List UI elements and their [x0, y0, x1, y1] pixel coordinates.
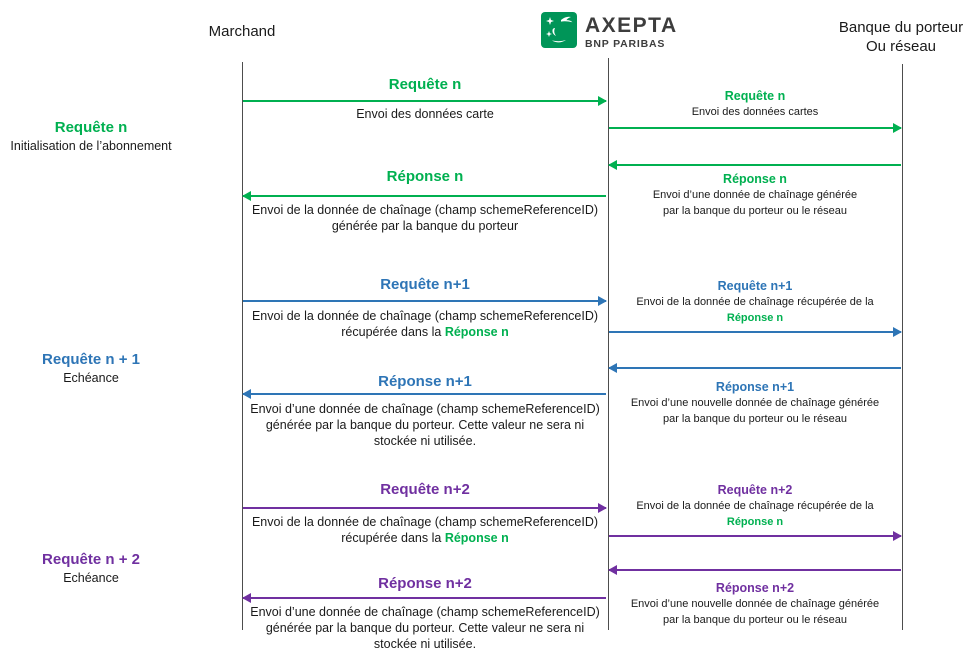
gateway-brand-subname: BNP PARIBAS	[585, 38, 666, 51]
message-desc: Envoi de la donnée de chaînage récupérée de la Réponse n	[610, 499, 900, 530]
arrowhead-left-icon	[608, 160, 617, 170]
message-title: Requête n+1	[717, 279, 793, 293]
message-title: Réponse n	[386, 168, 464, 185]
phase-initialisation	[2, 119, 180, 153]
message-title: Réponse n+1	[715, 380, 795, 394]
message-desc: Envoi d’une nouvelle donnée de chaînage générée par la banque du porteur ou le réseau	[630, 598, 880, 626]
reponse-n-reference: Réponse n	[444, 325, 509, 339]
message-desc: Envoi de la donnée de chaînage (champ schemeReferenceID) récupérée dans la Réponse n	[251, 515, 599, 545]
message-desc: Envoi de la donnée de chaînage (champ schemeReferenceID) récupérée dans la Réponse n	[251, 309, 599, 339]
message-title: Réponse n+2	[715, 581, 795, 595]
phase-subtitle: Echéance	[63, 571, 119, 585]
arrow-request-n1-gateway-to-bank	[609, 327, 901, 337]
reponse-n-reference: Réponse n	[726, 311, 784, 324]
arrow-request-n-gateway-to-bank	[609, 123, 901, 133]
message-title: Réponse n+2	[378, 575, 472, 592]
actor-gateway	[541, 12, 678, 53]
actor-bank	[812, 18, 978, 56]
actor-merchant: Marchand	[208, 23, 276, 40]
arrowhead-left-icon	[242, 593, 251, 603]
phase-subtitle: Initialisation de l’abonnement	[10, 139, 172, 153]
arrowhead-right-icon	[598, 96, 607, 106]
phase-title: Requête n	[54, 119, 128, 136]
message-title: Requête n+1	[380, 276, 470, 293]
arrowhead-left-icon	[242, 191, 251, 201]
message-title: Requête n+2	[380, 481, 470, 498]
arrowhead-right-icon	[598, 296, 607, 306]
message-desc: Envoi d’une donnée de chaînage (champ schemeReferenceID) générée par la banque du porteur. Cette valeur ne sera ni stockée ni utilisée.	[250, 605, 600, 651]
message-title: Requête n	[388, 76, 462, 93]
arrowhead-left-icon	[608, 363, 617, 373]
message-desc: Envoi d’une donnée de chaînage générée par la banque du porteur ou le réseau	[652, 189, 858, 217]
arrow-request-n1-merchant-to-gateway	[243, 296, 606, 306]
arrow-request-n2-gateway-to-bank	[609, 531, 901, 541]
reponse-n-reference: Réponse n	[444, 531, 509, 545]
message-desc: Envoi de la donnée de chaînage récupérée de la Réponse n	[610, 295, 900, 326]
arrowhead-left-icon	[242, 389, 251, 399]
arrowhead-right-icon	[893, 327, 902, 337]
message-title: Requête n	[724, 89, 786, 103]
reponse-n-reference: Réponse n	[726, 515, 784, 528]
phase-echeance-1	[2, 351, 180, 385]
message-desc: Envoi des données cartes	[691, 106, 819, 118]
message-desc: Envoi d’une donnée de chaînage (champ schemeReferenceID) générée par la banque du porteur. Cette valeur ne sera ni stockée ni utilisée.	[250, 402, 600, 448]
gateway-brand-name: AXEPTA	[585, 14, 678, 38]
actor-bank-line1: Banque du porteur	[838, 19, 964, 36]
message-title: Réponse n+1	[378, 373, 472, 390]
arrow-request-n-merchant-to-gateway	[243, 96, 606, 106]
phase-subtitle: Echéance	[63, 371, 119, 385]
message-desc: Envoi d’une nouvelle donnée de chaînage générée par la banque du porteur ou le réseau	[630, 397, 880, 425]
lifeline-bank	[902, 64, 903, 630]
arrow-response-n-bank-to-gateway	[609, 160, 901, 170]
arrow-response-n1-bank-to-gateway	[609, 363, 901, 373]
bnp-paribas-logo-icon	[541, 12, 577, 53]
arrow-response-n-gateway-to-merchant	[243, 191, 606, 201]
arrowhead-right-icon	[893, 531, 902, 541]
arrow-request-n2-merchant-to-gateway	[243, 503, 606, 513]
arrowhead-right-icon	[598, 503, 607, 513]
arrow-response-n2-bank-to-gateway	[609, 565, 901, 575]
phase-echeance-2	[2, 551, 180, 585]
message-title: Réponse n	[723, 172, 787, 186]
arrow-response-n2-gateway-to-merchant	[243, 593, 606, 603]
message-desc: Envoi de la donnée de chaînage (champ schemeReferenceID) générée par la banque du porteur	[251, 203, 599, 233]
phase-title: Requête n + 2	[42, 551, 140, 568]
actor-bank-line2: Ou réseau	[865, 38, 937, 55]
message-title: Requête n+2	[717, 483, 793, 497]
arrowhead-right-icon	[893, 123, 902, 133]
lifeline-gateway	[608, 58, 609, 630]
arrowhead-left-icon	[608, 565, 617, 575]
lifeline-merchant	[242, 62, 243, 630]
message-desc: Envoi des données carte	[356, 107, 494, 121]
arrow-response-n1-gateway-to-merchant	[243, 389, 606, 399]
phase-title: Requête n + 1	[42, 351, 140, 368]
